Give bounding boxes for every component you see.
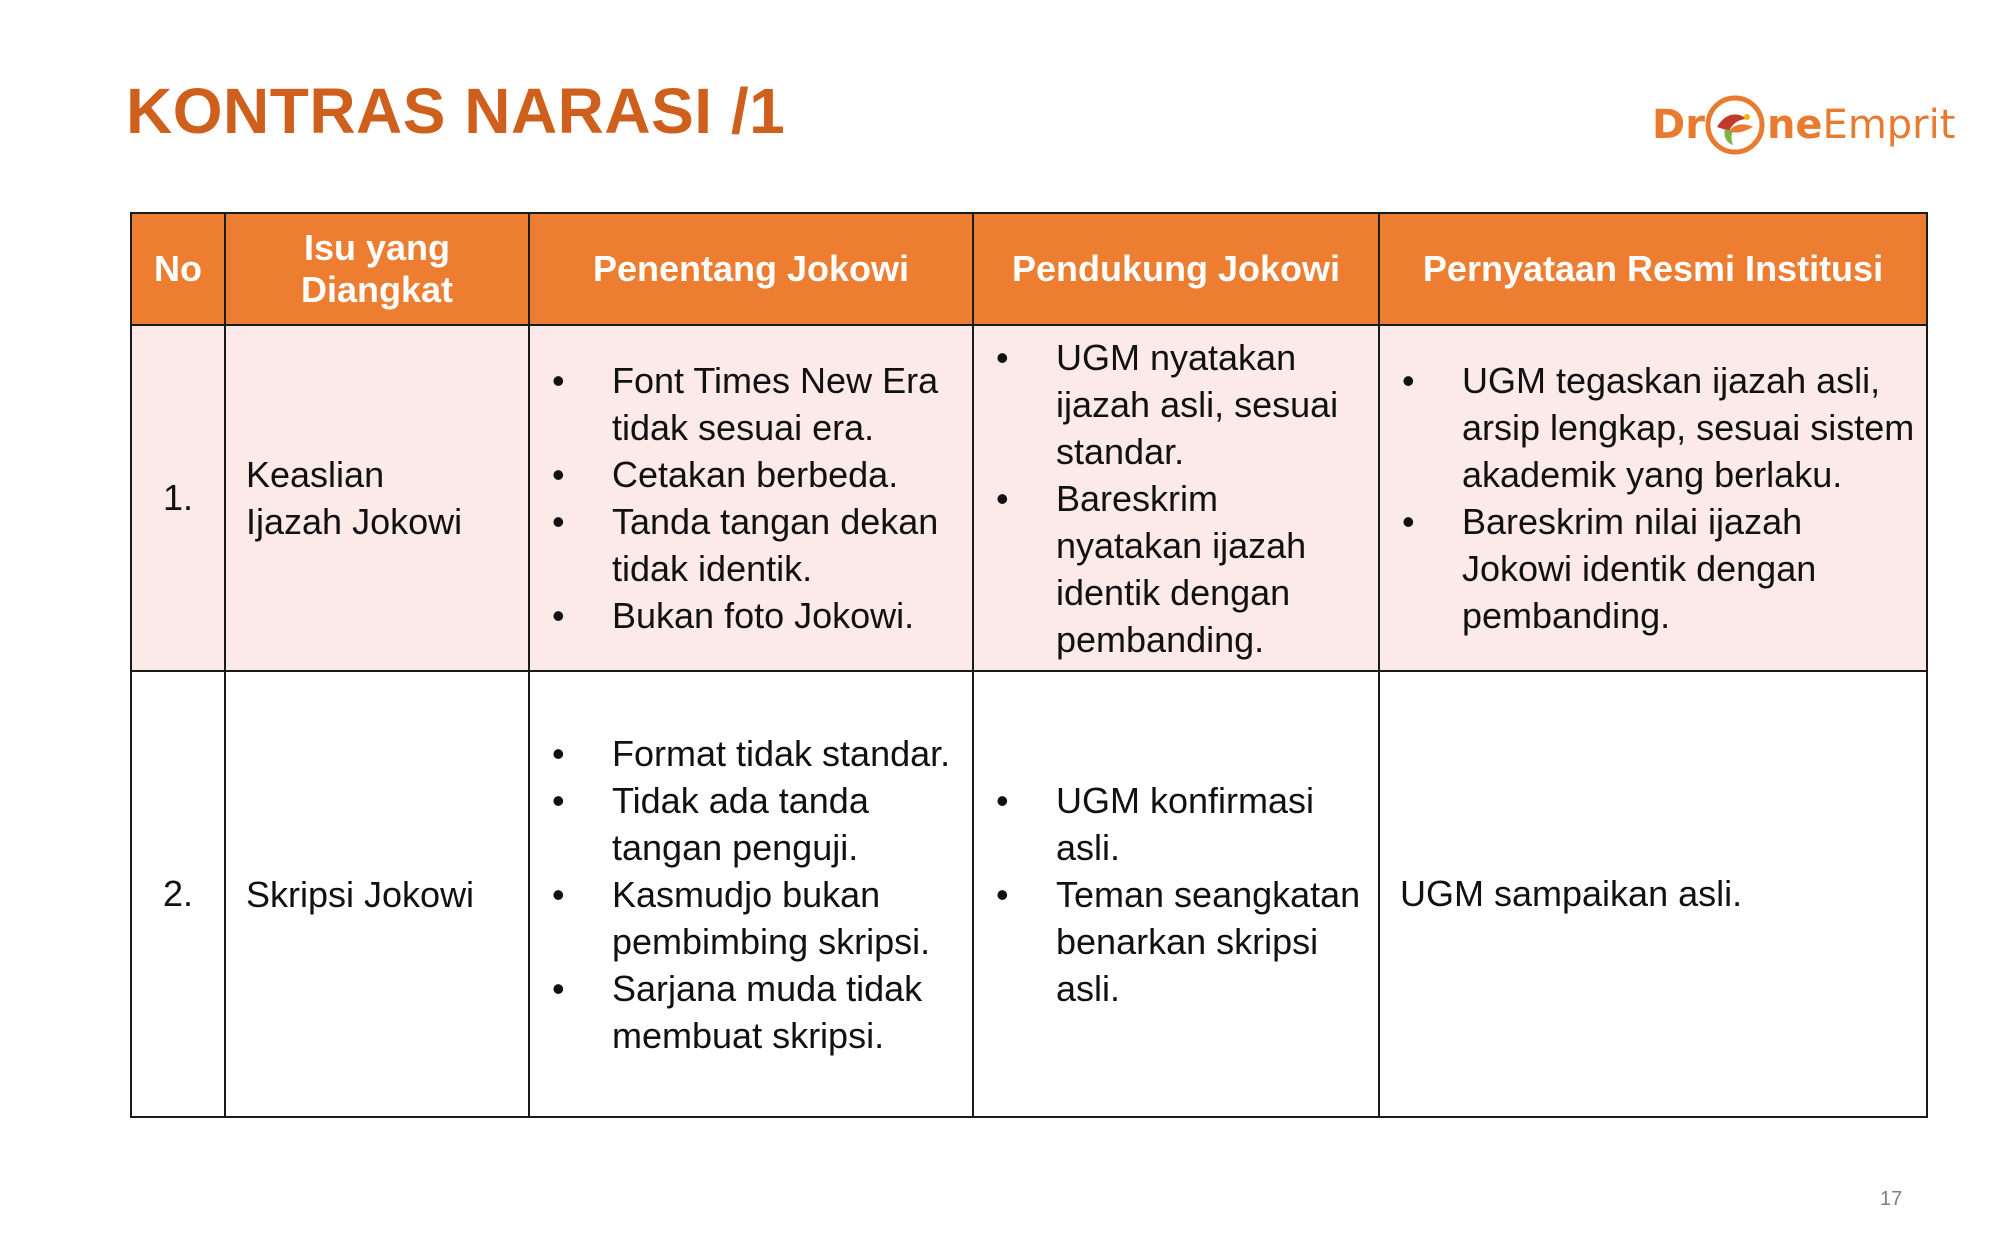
supporters-cell — [973, 671, 1379, 1117]
logo-text-emprit: Emprit — [1822, 102, 1956, 148]
row-issue: Skripsi Jokowi — [225, 671, 529, 1117]
official-cell: UGM sampaikan asli. — [1379, 671, 1927, 1117]
row-issue — [225, 325, 529, 671]
header-issue: Isu yang Diangkat — [225, 213, 529, 325]
list-item: • UGM nyatakan ijazah asli, sesuai standar. — [994, 334, 1370, 475]
header-official: Pernyataan Resmi Institusi — [1379, 213, 1927, 325]
issue-text: Keaslian Ijazah Jokowi — [246, 454, 463, 542]
list-item: • UGM konfirmasi asli. — [994, 777, 1370, 871]
supporters-cell — [973, 325, 1379, 671]
list-item: • Cetakan berbeda. — [550, 451, 964, 498]
list-item: • UGM tegaskan ijazah asli, arsip lengkap, sesuai sistem akademik yang berlaku. — [1400, 357, 1918, 498]
list-item: • Teman seangkatan benarkan skripsi asli. — [994, 871, 1370, 1012]
drone-bird-icon — [1703, 93, 1767, 157]
row-number: 1. — [131, 325, 225, 671]
list-item: • Bukan foto Jokowi. — [550, 592, 964, 639]
row-number: 2. — [131, 671, 225, 1117]
official-cell — [1379, 325, 1927, 671]
list-item: • Tidak ada tanda tangan penguji. — [550, 777, 964, 871]
list-item: • Tanda tangan dekan tidak identik. — [550, 498, 964, 592]
opponents-cell — [529, 671, 973, 1117]
table-row — [131, 325, 1927, 671]
droneemprit-logo — [1652, 88, 1955, 162]
header-opponents: Penentang Jokowi — [529, 213, 973, 325]
table-row — [131, 671, 1927, 1117]
list-item: • Kasmudjo bukan pembimbing skripsi. — [550, 871, 964, 965]
list-item: • Font Times New Era tidak sesuai era. — [550, 357, 964, 451]
slide-title: KONTRAS NARASI /1 — [126, 75, 786, 147]
page-number: 17 — [1880, 1188, 1903, 1210]
header-no: No — [131, 213, 225, 325]
list-item: • Sarjana muda tidak membuat skripsi. — [550, 965, 964, 1059]
header-supporters: Pendukung Jokowi — [973, 213, 1379, 325]
narrative-contrast-table — [130, 212, 1928, 1118]
table-header-row — [131, 213, 1927, 325]
logo-text-dr: Dr — [1652, 102, 1705, 148]
opponents-cell — [529, 325, 973, 671]
list-item: • Format tidak standar. — [550, 730, 964, 777]
list-item: • Bareskrim nyatakan ijazah identik dengan pembanding. — [994, 475, 1370, 663]
logo-text-ne: ne — [1766, 102, 1823, 148]
list-item: • Bareskrim nilai ijazah Jokowi identik dengan pembanding. — [1400, 498, 1918, 639]
